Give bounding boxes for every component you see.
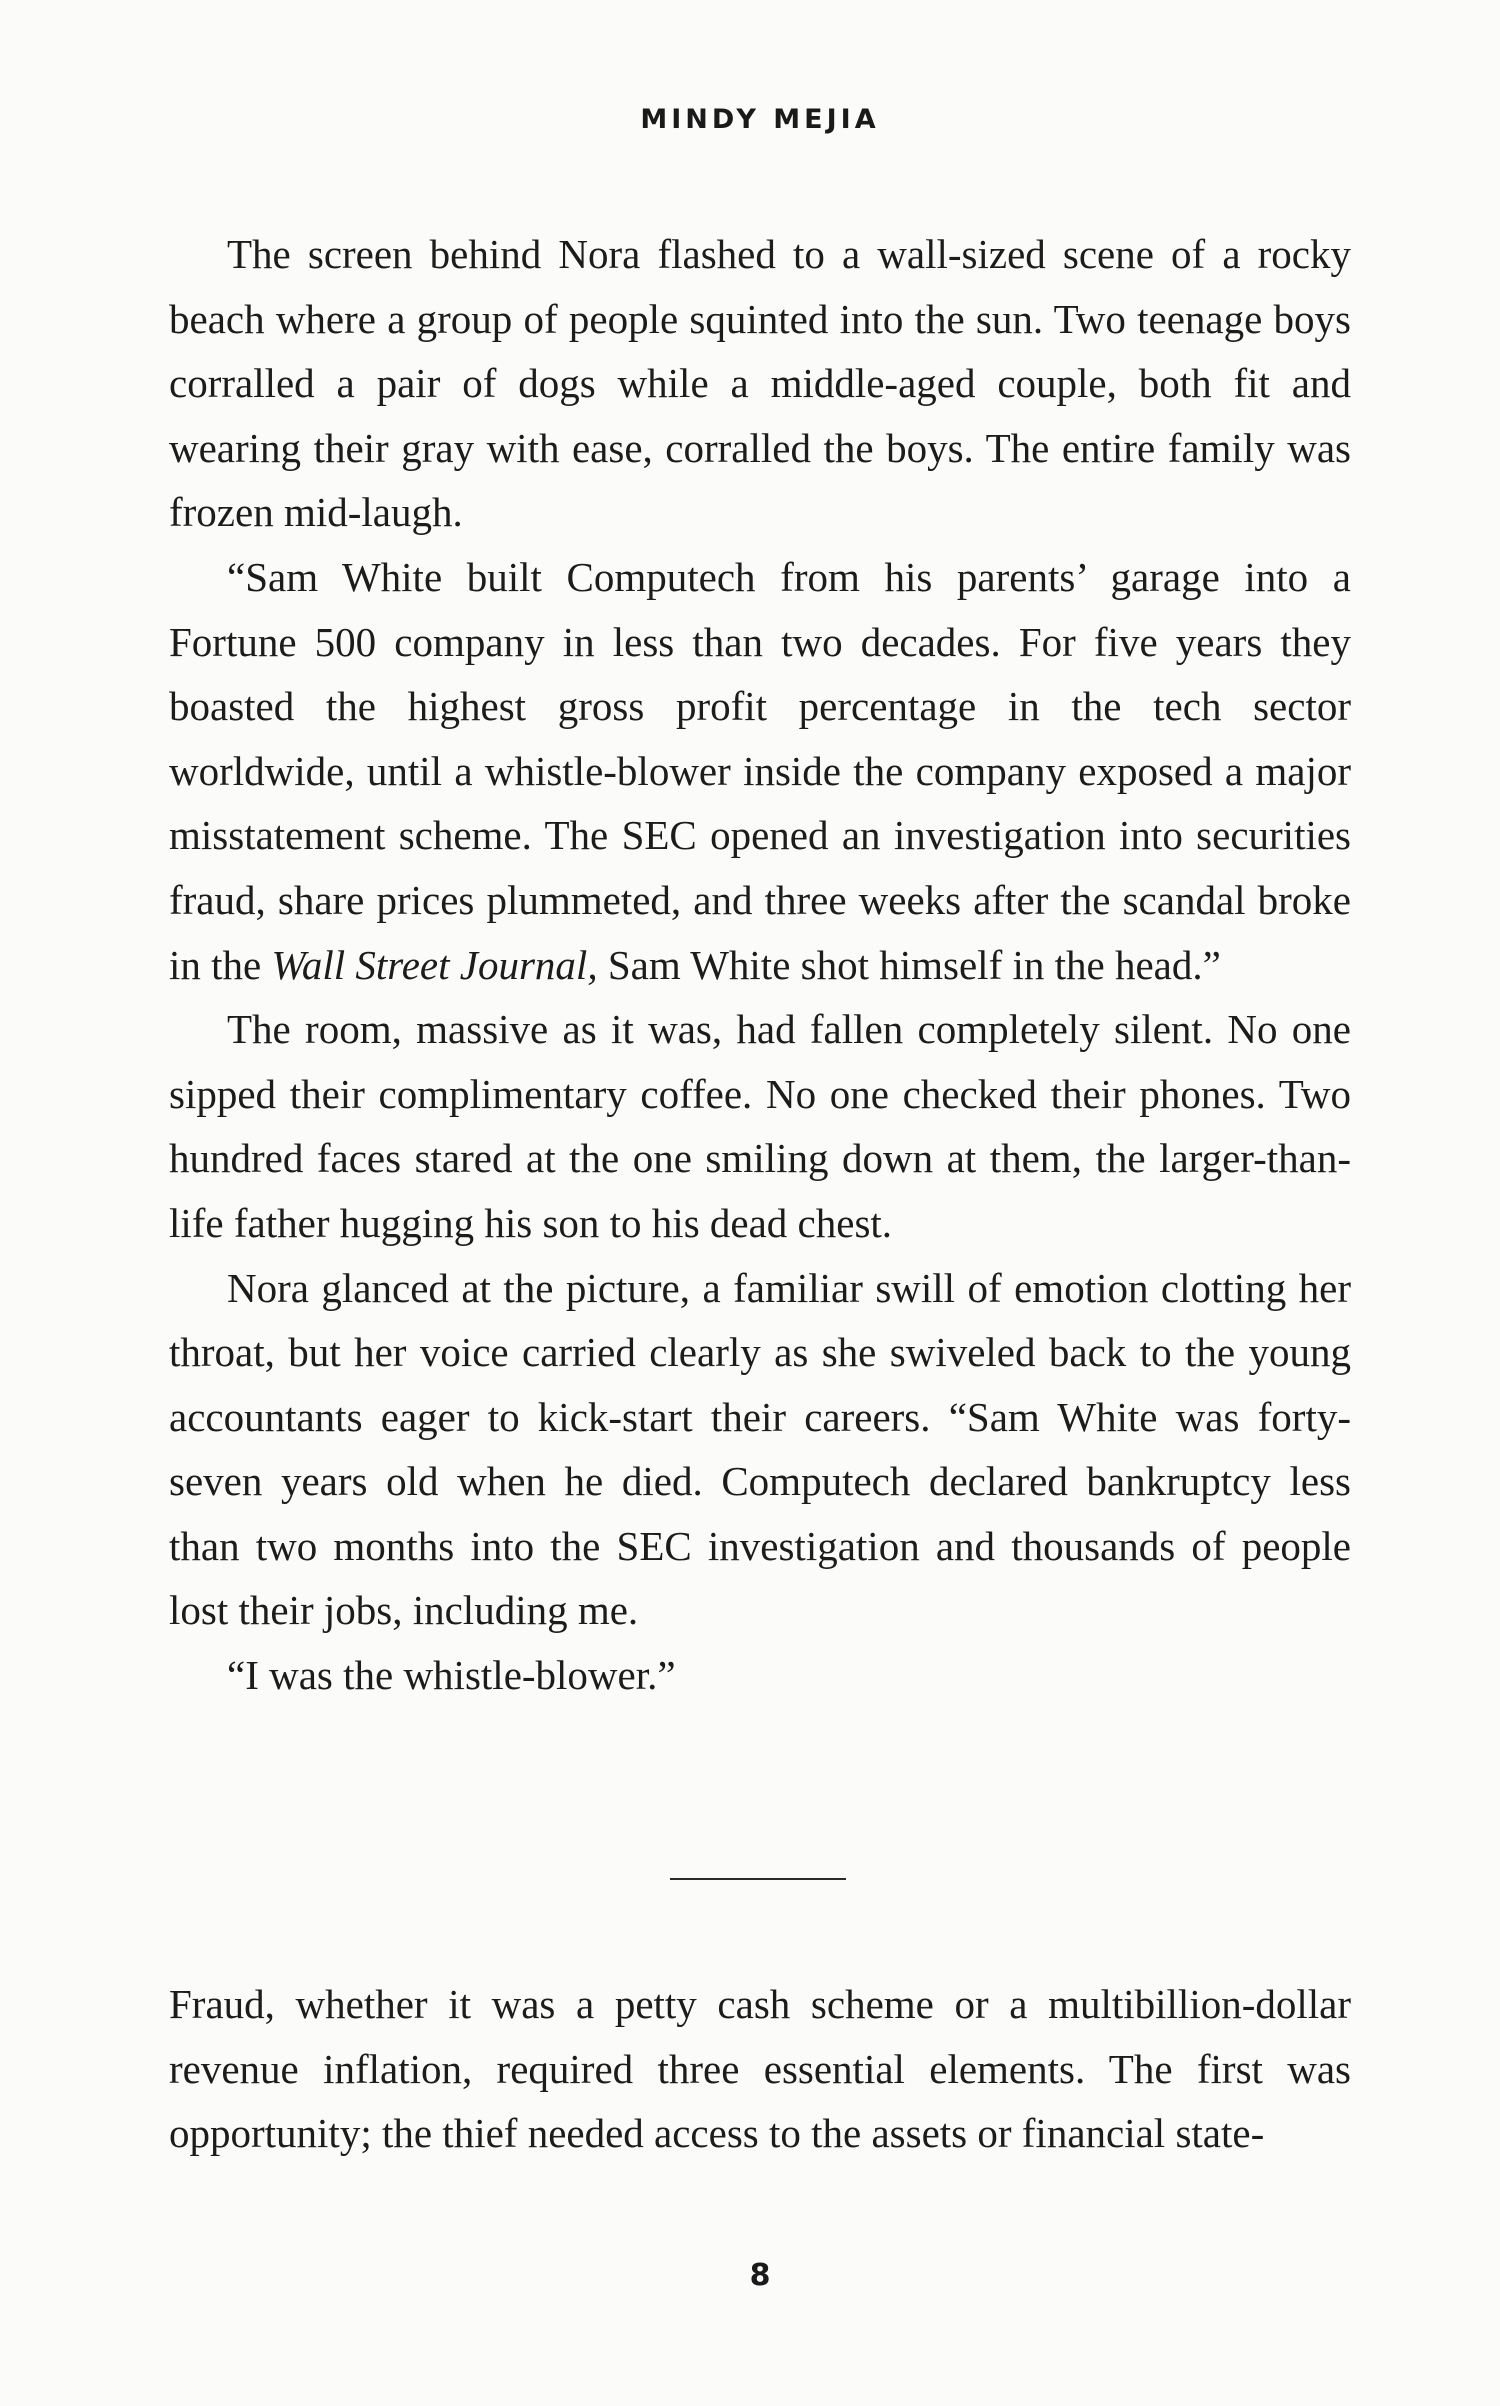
paragraph: “I was the whistle-blower.” bbox=[227, 1652, 676, 1699]
paragraph: The room, massive as it was, had fallen completely silent. No one sipped their complimentary coffee. No one checked their phones. Two hundred faces stared at the one smiling down at them, the larger-than-life father hugging his son to his dead chest. bbox=[169, 1006, 1351, 1246]
paragraph: Fraud, whether it was a petty cash scheme or a multibillion-dollar revenue inflation, required three essential elements. The first was opportunity; the thief needed access to the assets or financial state- bbox=[169, 1981, 1351, 2157]
text-block-section bbox=[169, 1972, 1351, 2166]
paragraph: The screen behind Nora flashed to a wall-sized scene of a rocky beach where a group of people squinted into the sun. Two teenage boys corralled a pair of dogs while a middle-aged couple, both fit and wearing their gray with ease, corralled the boys. The entire family was frozen mid-laugh. bbox=[169, 231, 1351, 536]
italic-title: Wall Street Journal, bbox=[271, 941, 598, 988]
paragraph-text: “Sam White built Computech from his parents’ garage into a Fortune 500 company in less than two decades. For five years they boasted the highest gross profit percentage in the tech sector worldwide, until a whistle-blower inside the company exposed a major misstatement scheme. The SEC opened an investigation into securities fraud, share prices plummeted, and three weeks after the scandal broke in the bbox=[169, 553, 1351, 988]
paragraph bbox=[169, 545, 1351, 997]
page-number: 8 bbox=[749, 2258, 771, 2293]
text-block-main bbox=[169, 222, 1351, 1708]
running-head: MINDY MEJIA bbox=[640, 104, 880, 135]
paragraph-text: Sam White shot himself in the head.” bbox=[597, 941, 1221, 988]
paragraph: Nora glanced at the picture, a familiar swill of emotion clotting her throat, but her voice carried clearly as she swiveled back to the young accountants eager to kick-start their careers. “Sam White was forty-seven years old when he died. Computech declared bankruptcy less than two months into the SEC investigation and thousands of people lost their jobs, including me. bbox=[169, 1264, 1351, 1634]
scene-break-rule bbox=[670, 1878, 846, 1880]
